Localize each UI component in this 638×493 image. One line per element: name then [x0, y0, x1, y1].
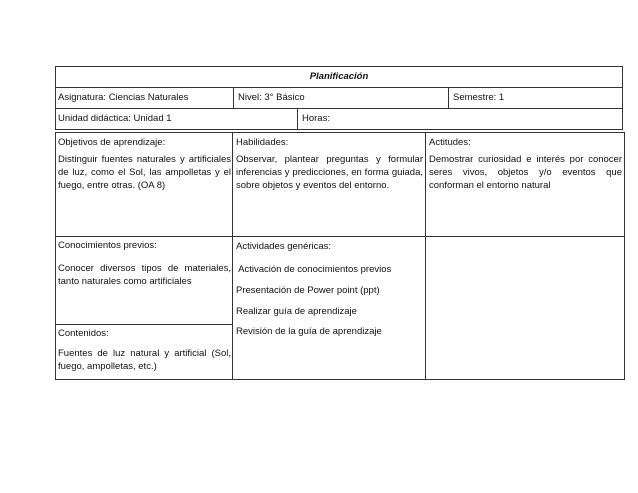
unidad-field: Unidad didáctica: Unidad 1 [58, 113, 172, 124]
actitudes-body: Demostrar curiosidad e interés por conocer seres vivos, objetos y/o eventos que conforman el entorno natural [429, 154, 622, 191]
actividad-item: Revisión de la guía de aprendizaje [236, 326, 382, 337]
habilidades-heading: Habilidades: [236, 137, 289, 148]
horas-field: Horas: [302, 113, 330, 124]
actividad-item: Activación de conocimientos previos [236, 264, 392, 275]
habilidades-body: Observar, plantear preguntas y formular inferencias y predicciones, en forma guiada, sobre objetos y eventos del entorno. [236, 154, 423, 191]
actividad-item: Presentación de Power point (ppt) [236, 285, 380, 296]
divider-horas [297, 108, 298, 130]
contenidos-heading: Contenidos: [58, 328, 109, 339]
page-title: Planificación [309, 71, 369, 82]
objetivos-body: Distinguir fuentes naturales y artificiales de luz, como el Sol, las ampolletas y el fuego, entre otras. (OA 8) [58, 154, 231, 191]
empty-cell [425, 236, 625, 380]
contenidos-body: Fuentes de luz natural y artificial (Sol, fuego, ampolletas, etc.) [58, 348, 231, 372]
asignatura-field: Asignatura: Ciencias Naturales [58, 92, 189, 103]
nivel-field: Nivel: 3° Básico [238, 92, 305, 103]
semestre-field: Semestre: 1 [453, 92, 505, 103]
divider-nivel [233, 87, 234, 109]
actitudes-heading: Actitudes: [429, 137, 471, 148]
conocimientos-heading: Conocimientos previos: [58, 240, 157, 251]
conocimientos-body: Conocer diversos tipos de materiales, tanto naturales como artificiales [58, 263, 231, 287]
actividades-heading: Actividades genéricas: [236, 241, 332, 252]
objetivos-heading: Objetivos de aprendizaje: [58, 137, 166, 148]
divider-semestre [448, 87, 449, 109]
actividad-item: Realizar guía de aprendizaje [236, 306, 357, 317]
